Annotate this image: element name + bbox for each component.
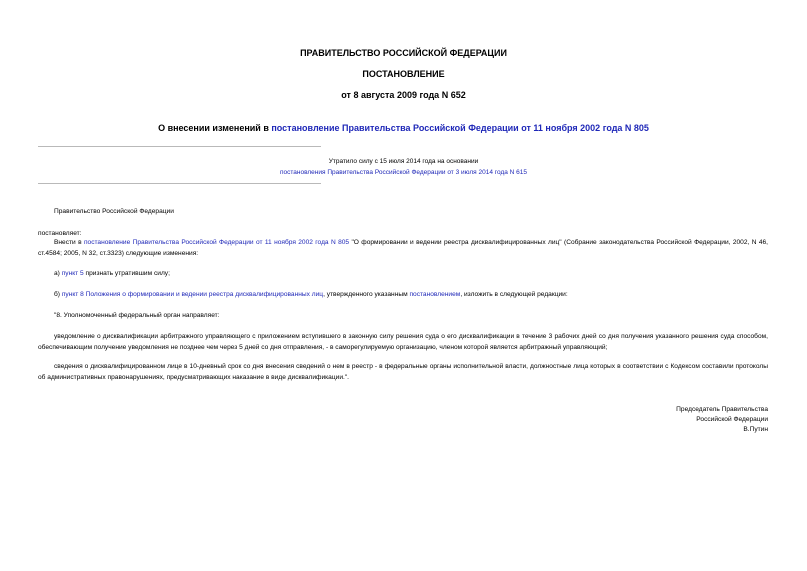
government-heading: ПРАВИТЕЛЬСТВО РОССИЙСКОЙ ФЕДЕРАЦИИ (300, 48, 507, 58)
paragraph-item-b: б) пункт 8 Положения о формировании и ведении реестра дисквалифицированных лиц, утвержденного указанным постановлением, изложить в следующей редакции: (54, 291, 568, 298)
repeal-note-text: Утратило силу с 15 июля 2014 года на основании (328, 158, 479, 165)
paragraph-notification: уведомление о дисквалификации арбитражного управляющего с приложением вступившего в законную силу решения суда о его дисквалификации в течение 3 рабочих дней со дня получения указанного решения суда способом, обеспечивающим получение уведомления не позднее чем через 5 дней со дня отправления, - в саморегулируемую организацию, членом которой является арбитражный управляющий; (38, 333, 768, 351)
paragraph-clause-8: "8. Уполномоченный федеральный орган направляет: (54, 312, 220, 319)
signature-name: В.Путин (743, 426, 768, 433)
paragraph-item-a: а) пункт 5 признать утратившим силу; (54, 270, 170, 277)
note-bottom-divider (38, 183, 321, 184)
paragraph-resolves: постановляет: (38, 230, 82, 237)
signature-block (568, 405, 768, 435)
paragraph-information: сведения о дисквалифицированном лице в 10-дневный срок со дня внесения сведений о нем в реестр - в федеральные органы исполнительной власти, должностные лица которых в соответствии с Кодексом составили протоколы об административных правонарушениях, предусматривающих наказание в виде дисквалификации.". (38, 363, 768, 381)
amended-decree-link[interactable]: постановление Правительства Российской Федерации от 11 ноября 2002 года N 805 (83, 239, 350, 246)
paragraph-government: Правительство Российской Федерации (54, 208, 174, 215)
document-type-heading: ПОСТАНОВЛЕНИЕ (362, 69, 445, 79)
signature-organization: Российской Федерации (696, 416, 768, 423)
repeal-note-decree-link[interactable]: постановления Правительства Российской Федерации от 3 июля 2014 года N 615 (279, 169, 528, 176)
title-referenced-decree-link[interactable]: постановление Правительства Российской Федерации от 11 ноября 2002 года N 805 (271, 123, 649, 133)
item-5-link[interactable]: пункт 5 (61, 270, 84, 277)
paragraph-amend-intro: Внести в постановление Правительства Российской Федерации от 11 ноября 2002 года N 805 "О формировании и ведении реестра дисквалифицированных лиц" (Собрание законодательства Российской Федерации, 2002, N 46, ст.4584; 2005, N 32, ст.3323) следующие изменения: (38, 239, 768, 257)
note-top-divider (38, 146, 321, 147)
document-date-heading: от 8 августа 2009 года N 652 (341, 90, 466, 100)
said-decree-link[interactable]: постановлением (409, 291, 461, 298)
title-prefix: О внесении изменений в (158, 123, 272, 133)
signature-position: Председатель Правительства (676, 406, 768, 413)
item-8-regulation-link[interactable]: пункт 8 Положения о формировании и ведении реестра дисквалифицированных лиц (61, 291, 324, 298)
document-title (0, 122, 807, 134)
